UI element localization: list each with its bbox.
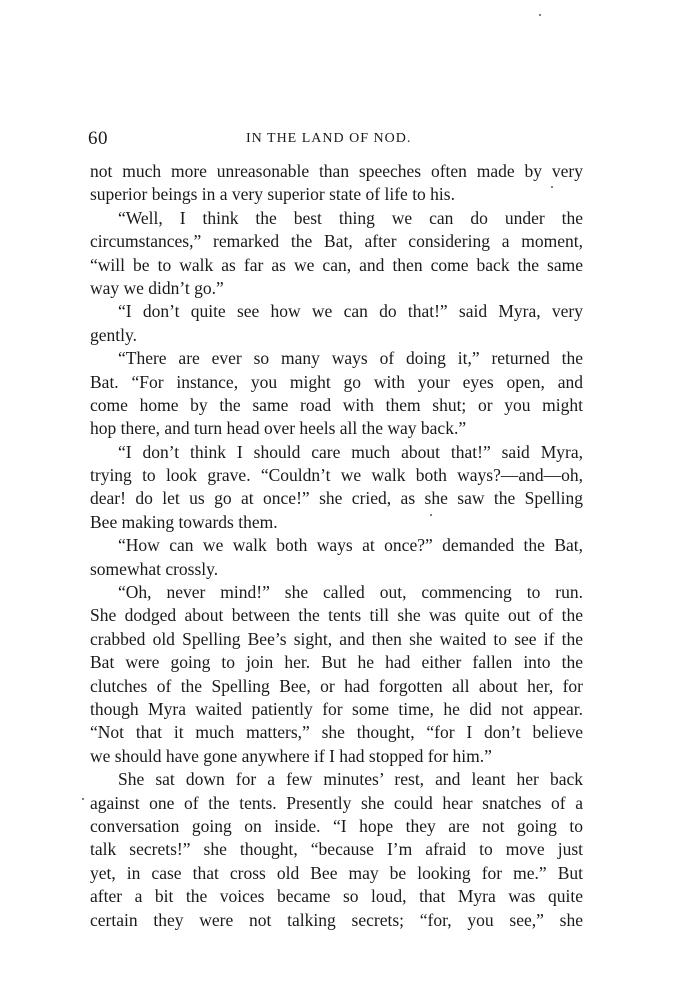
text-line: “Well, I think the best thing we can do under the [118,207,583,228]
text-line: Bat were going to join her. But he had either fallen into the [90,652,583,673]
text-line: conversation going on inside. “I hope they are not going to [90,815,583,836]
text-line: Bat. “For instance, you might go with your eyes open, and [90,371,583,392]
text-line: yet, in case that cross old Bee may be looking for me.” But [90,862,583,883]
page-number: 60 [88,128,108,149]
text-line: we should have gone anywhere if I had stopped for him.” [90,745,492,766]
text-line: talk secrets!” she thought, “because I’m afraid to move just [90,839,583,860]
text-line: circumstances,” remarked the Bat, after considering a moment, [90,231,583,252]
text-line: somewhat crossly. [90,558,219,579]
text-line: clutches of the Spelling Bee, or had forgotten all about her, for [90,675,583,696]
text-line: come home by the same road with them shut; or you might [90,394,583,415]
text-line: hop there, and turn head over heels all the way back.” [90,418,467,439]
text-line: certain they were not talking secrets; “for, you see,” she [90,909,583,930]
text-line: way we didn’t go.” [90,277,224,298]
text-line: though Myra waited patiently for some time, he did not appear. [90,698,583,719]
text-line: not much more unreasonable than speeches often made by very [90,161,583,181]
text-line: “Oh, never mind!” she called out, commencing to run. [118,582,583,603]
text-line: after a bit the voices became so loud, that Myra was quite [90,886,583,907]
text-line: dear! do let us go at once!” she cried, as she saw the Spelling [90,488,583,509]
body-text [90,160,583,932]
text-line: Bee making towards them. [90,511,278,532]
text-line: “There are ever so many ways of doing it,” returned the [118,348,583,369]
scan-speck [539,14,541,16]
text-line: She sat down for a few minutes’ rest, and leant her back [118,769,583,790]
page-header [88,128,588,152]
text-line: trying to look grave. “Couldn’t we walk both ways?—and—oh, [90,465,583,486]
scan-speck [430,514,432,516]
scan-speck [551,186,553,188]
text-line: “Not that it much matters,” she thought, “for I don’t believe [90,722,583,743]
text-line: crabbed old Spelling Bee’s sight, and then she waited to see if the [90,628,583,649]
text-line: “I don’t quite see how we can do that!” said Myra, very [118,301,583,322]
text-line: superior beings in a very superior state of life to his. [90,184,455,205]
text-line: against one of the tents. Presently she could hear snatches of a [90,792,583,813]
running-head: IN THE LAND OF NOD. [246,131,412,146]
text-line: “How can we walk both ways at once?” demanded the Bat, [118,535,583,556]
text-line: “will be to walk as far as we can, and then come back the same [90,254,583,275]
scan-speck [82,798,84,800]
text-line: She dodged about between the tents till she was quite out of the [90,605,583,626]
text-line: gently. [90,324,137,345]
text-line: “I don’t think I should care much about that!” said Myra, [118,441,583,462]
